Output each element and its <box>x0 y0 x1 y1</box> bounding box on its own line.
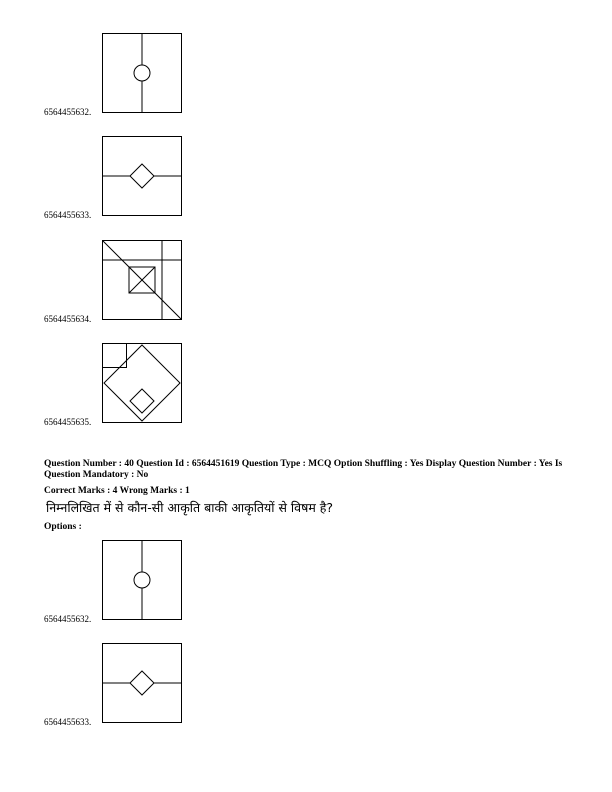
option-id: 6564455633. <box>44 717 92 727</box>
question-text: निम्नलिखित में से कौन-सी आकृति बाकी आकृतियों से विषम है? <box>46 500 334 515</box>
option-id: 6564455633. <box>44 210 92 220</box>
option-figure-vertical-line-circle[interactable] <box>102 540 182 620</box>
option-id: 6564455632. <box>44 614 92 624</box>
option-figure-rotated-square <box>102 343 182 423</box>
option-id: 6564455635. <box>44 417 92 427</box>
option-figure-vertical-line-circle <box>102 33 182 113</box>
option-figure-diagonal-inner-square <box>102 240 182 320</box>
question-marks: Correct Marks : 4 Wrong Marks : 1 <box>44 486 190 496</box>
option-figure-horizontal-line-diamond <box>102 136 182 216</box>
option-figure-horizontal-line-diamond[interactable] <box>102 643 182 723</box>
option-id: 6564455632. <box>44 107 92 117</box>
question-header: Question Number : 40 Question Id : 6564451619 Question Type : MCQ Option Shuffling : Yes Display Question Number : Yes Is Question Mandatory : No <box>44 459 563 480</box>
option-id: 6564455634. <box>44 314 92 324</box>
options-label: Options : <box>44 522 82 532</box>
